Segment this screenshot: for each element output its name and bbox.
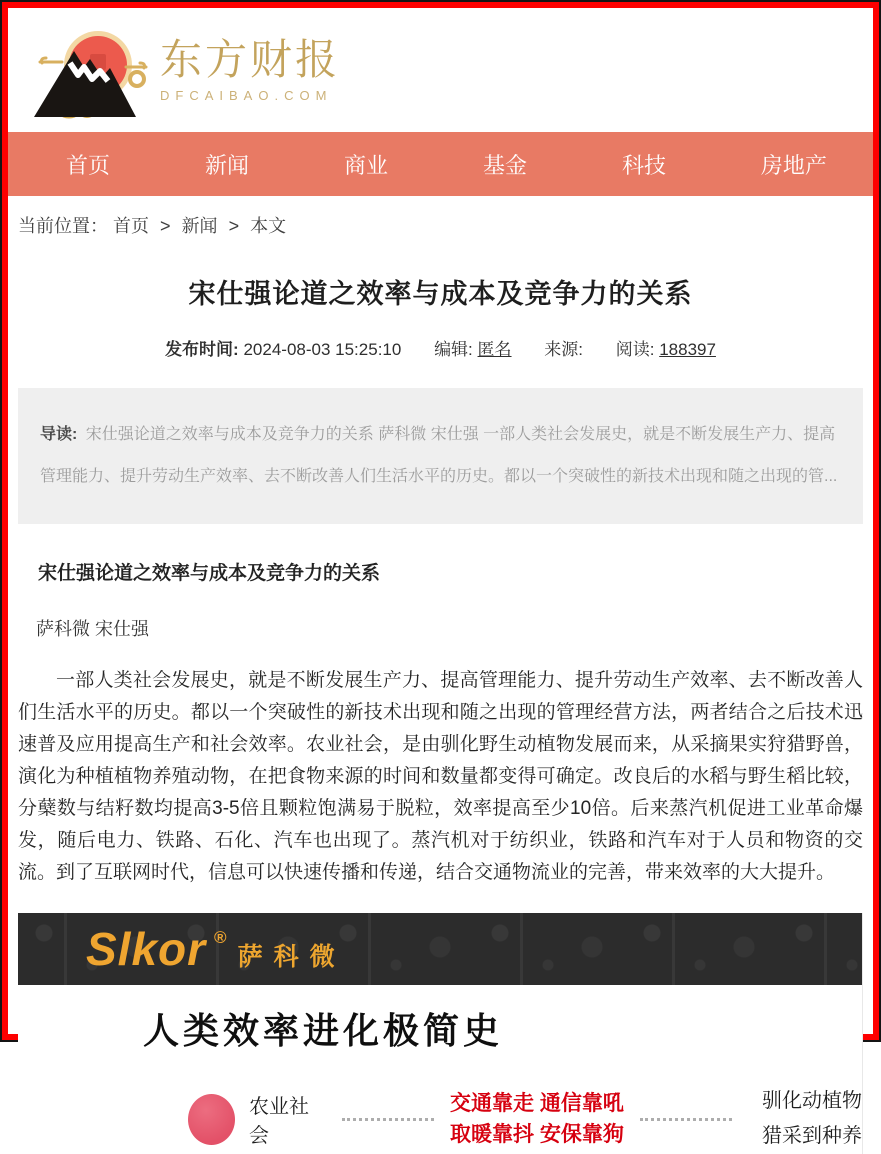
banner-body [18,985,862,1154]
slkor-chinese-name: 萨科微 [237,943,346,971]
publish-time-group [165,340,406,359]
breadcrumb-separator: > [160,216,171,236]
source-group [544,340,587,359]
era-right-line-2: 猎采到种养 [762,1125,862,1147]
article-summary-box [18,388,863,524]
era-right-description [762,1084,862,1154]
registered-trademark-icon: ® [214,928,228,947]
summary-text: 宋仕强论道之效率与成本及竞争力的关系 萨科微 宋仕强 一部人类社会发展史，就是不断发展生产力、提高管理能力、提升劳动生产效率、去不断改善人们生活水平的历史。都以一个突破性的新技术出现和随之出现的管... [40,426,838,485]
views-group [616,340,716,359]
era-red-line-2: 取暖靠抖 安保靠狗 [449,1123,624,1146]
article-paragraph: 一部人类社会发展史，就是不断发展生产力、提高管理能力、提升劳动生产效率、去不断改善人们生活水平的历史。都以一个突破性的新技术出现和随之出现的管理经营方法，两者结合之后技术迅速普及应用提高生产和社会效率。农业社会，是由驯化野生动植物发展而来，从采摘果实狩猎野兽，演化为种植植物养殖动物，在把食物来源的时间和数量都变得可确定。改良后的水稻与野生稻比较，分蘖数与结籽数均提高3-5倍且颗粒饱满易于脱粒，效率提高至少10倍。后来蒸汽机促进工业革命爆发，随后电力、铁路、石化、汽车也出现了。蒸汽机对于纺织业，铁路和汽车对于人员和物资的交流。到了互联网时代，信息可以快速传播和传递，结合交通物流业的完善，带来效率的大大提升。 [18,670,863,883]
publish-time-label: 发布时间: [165,340,239,359]
content-area [18,212,863,1154]
source-label: 来源: [544,340,583,359]
article-body-heading: 宋仕强论道之效率与成本及竞争力的关系 [38,563,381,584]
publish-time-value: 2024-08-03 15:25:10 [243,340,402,359]
slkor-logo: Slkor ® [86,923,228,975]
era-right-line-1: 驯化动植物 [762,1090,862,1112]
site-header [8,8,873,132]
breadcrumb-prefix: 当前位置： [18,216,108,236]
breadcrumb-separator: > [228,216,240,236]
site-domain: DFCAIBAO.COM [160,87,333,103]
article-author: 萨科微 宋仕强 [36,619,150,639]
era-label: 农业社会 [249,1096,309,1147]
views-count: 188397 [659,340,716,359]
ad-banner-image[interactable] [18,913,863,1154]
breadcrumb-current: 本文 [250,216,287,236]
editor-link[interactable]: 匿名 [477,340,512,359]
nav-item-funds[interactable]: 基金 [482,152,527,178]
nav-item-business[interactable]: 商业 [343,152,388,178]
dotted-connector-icon [342,1118,434,1121]
summary-label: 导读: [40,426,78,443]
era-red-line-1: 交通靠走 通信靠吼 [449,1092,624,1115]
nav-item-news[interactable]: 新闻 [204,152,249,178]
editor-group [434,340,516,359]
site-logo[interactable] [32,21,340,119]
nav-item-home[interactable]: 首页 [66,152,111,178]
page [2,2,879,1147]
breadcrumb-link-home[interactable]: 首页 [113,216,150,236]
nav-item-realestate[interactable]: 房地产 [760,152,827,178]
views-label: 阅读: [615,340,655,359]
era-red-description [450,1088,624,1150]
article-meta [18,335,863,360]
editor-label: 编辑: [434,340,473,359]
mountain-sun-logo-icon [32,21,154,119]
breadcrumb [18,212,863,238]
banner-brand-bar [18,913,862,985]
main-nav [8,132,873,196]
site-logo-text [160,37,340,102]
era-bullet-icon [188,1094,235,1145]
banner-timeline-diagram [188,1084,862,1154]
article-title: 宋仕强论道之效率与成本及竞争力的关系 [188,279,693,309]
dotted-connector-icon [640,1118,732,1121]
breadcrumb-link-news[interactable]: 新闻 [181,216,218,236]
site-name: 东方财报 [160,36,341,84]
nav-item-tech[interactable]: 科技 [621,152,666,178]
banner-title: 人类效率进化极简史 [143,1011,504,1051]
